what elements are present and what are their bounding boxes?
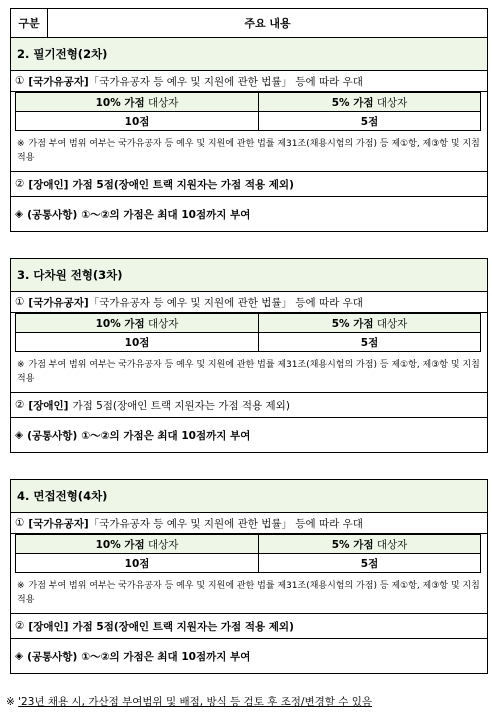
diamond-icon: ◈	[15, 208, 24, 220]
item-text: 「국가유공자 등 예우 및 지원에 관한 법률」 등에 따라 우대	[88, 75, 363, 88]
note	[11, 354, 487, 393]
table-cell-5pct-value: 5점	[259, 112, 481, 131]
table-header	[10, 8, 488, 38]
item-number: ②	[15, 178, 25, 190]
table-cell-5pct-value: 5점	[259, 333, 481, 352]
note-text: 가점 부여 범위 여부는 국가유공자 등 예우 및 지원에 관한 법률 제31조(채용시험의 가점) 등 제①항, 제③항 및 지침 적용	[17, 360, 480, 384]
disabled-item	[11, 614, 487, 639]
table-cell-5pct-value: 5점	[259, 554, 481, 573]
points-table	[15, 313, 481, 352]
veteran-item	[11, 71, 487, 92]
item-label: [장애인]	[28, 178, 69, 191]
section-title: 3. 다차원 전형(3차)	[11, 259, 487, 292]
item-text: 가점 5점(장애인 트랙 지원자는 가점 적용 제외)	[72, 620, 294, 633]
table-header-5pct: 5% 가점 대상자	[259, 535, 481, 554]
common-text: ①～②의 가점은 최대 10점까지 부여	[81, 650, 251, 663]
note-mark: ※	[17, 139, 25, 149]
footer-text: '23년 채용 시, 가산점 부여범위 및 배점, 방식 등 검토 후 조정/변경할 수 있음	[18, 696, 373, 708]
section-interview	[10, 479, 488, 674]
common-text: ①～②의 가점은 최대 10점까지 부여	[81, 429, 251, 442]
item-label: [장애인]	[28, 399, 69, 412]
points-table-wrap	[11, 534, 487, 575]
note-text: 가점 부여 범위 여부는 국가유공자 등 예우 및 지원에 관한 법률 제31조(채용시험의 가점) 등 제①항, 제③항 및 지침 적용	[17, 581, 480, 605]
note-mark: ※	[17, 360, 25, 370]
table-header-10pct: 10% 가점 대상자	[16, 535, 259, 554]
table-cell-10pct-value: 10점	[16, 554, 259, 573]
table-header-5pct: 5% 가점 대상자	[259, 93, 481, 112]
common-item	[11, 418, 487, 452]
table-header-5pct: 5% 가점 대상자	[259, 314, 481, 333]
table-header-10pct: 10% 가점 대상자	[16, 93, 259, 112]
header-content: 주요 내용	[244, 17, 291, 30]
disabled-item	[11, 172, 487, 197]
diamond-icon: ◈	[15, 650, 24, 662]
common-item	[11, 197, 487, 231]
note-mark: ※	[17, 581, 25, 591]
points-table-wrap	[11, 313, 487, 354]
common-item	[11, 639, 487, 673]
section-title: 2. 필기전형(2차)	[11, 38, 487, 71]
item-label: [국가유공자]	[28, 296, 89, 309]
footer-note	[6, 694, 372, 709]
points-table	[15, 92, 481, 131]
document-page	[10, 8, 488, 674]
veteran-item	[11, 292, 487, 313]
item-label: [장애인]	[28, 620, 69, 633]
item-text: 가점 5점(장애인 트랙 지원자는 가점 적용 제외)	[72, 399, 290, 412]
note	[11, 575, 487, 614]
section-multidimensional	[10, 258, 488, 453]
item-number: ①	[15, 517, 25, 529]
common-label: (공통사항)	[27, 429, 78, 442]
common-label: (공통사항)	[27, 208, 78, 221]
item-number: ①	[15, 75, 25, 87]
veteran-item	[11, 513, 487, 534]
common-text: ①～②의 가점은 최대 10점까지 부여	[81, 208, 251, 221]
disabled-item	[11, 393, 487, 418]
table-cell-10pct-value: 10점	[16, 112, 259, 131]
note	[11, 133, 487, 172]
points-table	[15, 534, 481, 573]
points-table-wrap	[11, 92, 487, 133]
item-number: ①	[15, 296, 25, 308]
footer-mark: ※	[6, 696, 15, 708]
header-category: 구분	[11, 9, 48, 37]
common-label: (공통사항)	[27, 650, 78, 663]
section-written-exam	[10, 38, 488, 232]
item-number: ②	[15, 399, 25, 411]
table-header-10pct: 10% 가점 대상자	[16, 314, 259, 333]
item-text: 「국가유공자 등 예우 및 지원에 관한 법률」 등에 따라 우대	[88, 296, 363, 309]
item-text: 가점 5점(장애인 트랙 지원자는 가점 적용 제외)	[72, 178, 294, 191]
table-cell-10pct-value: 10점	[16, 333, 259, 352]
item-text: 「국가유공자 등 예우 및 지원에 관한 법률」 등에 따라 우대	[88, 517, 363, 530]
diamond-icon: ◈	[15, 429, 24, 441]
item-label: [국가유공자]	[28, 517, 89, 530]
item-number: ②	[15, 620, 25, 632]
section-title: 4. 면접전형(4차)	[11, 480, 487, 513]
note-text: 가점 부여 범위 여부는 국가유공자 등 예우 및 지원에 관한 법률 제31조(채용시험의 가점) 등 제①항, 제③항 및 지침 적용	[17, 139, 480, 163]
item-label: [국가유공자]	[28, 75, 89, 88]
